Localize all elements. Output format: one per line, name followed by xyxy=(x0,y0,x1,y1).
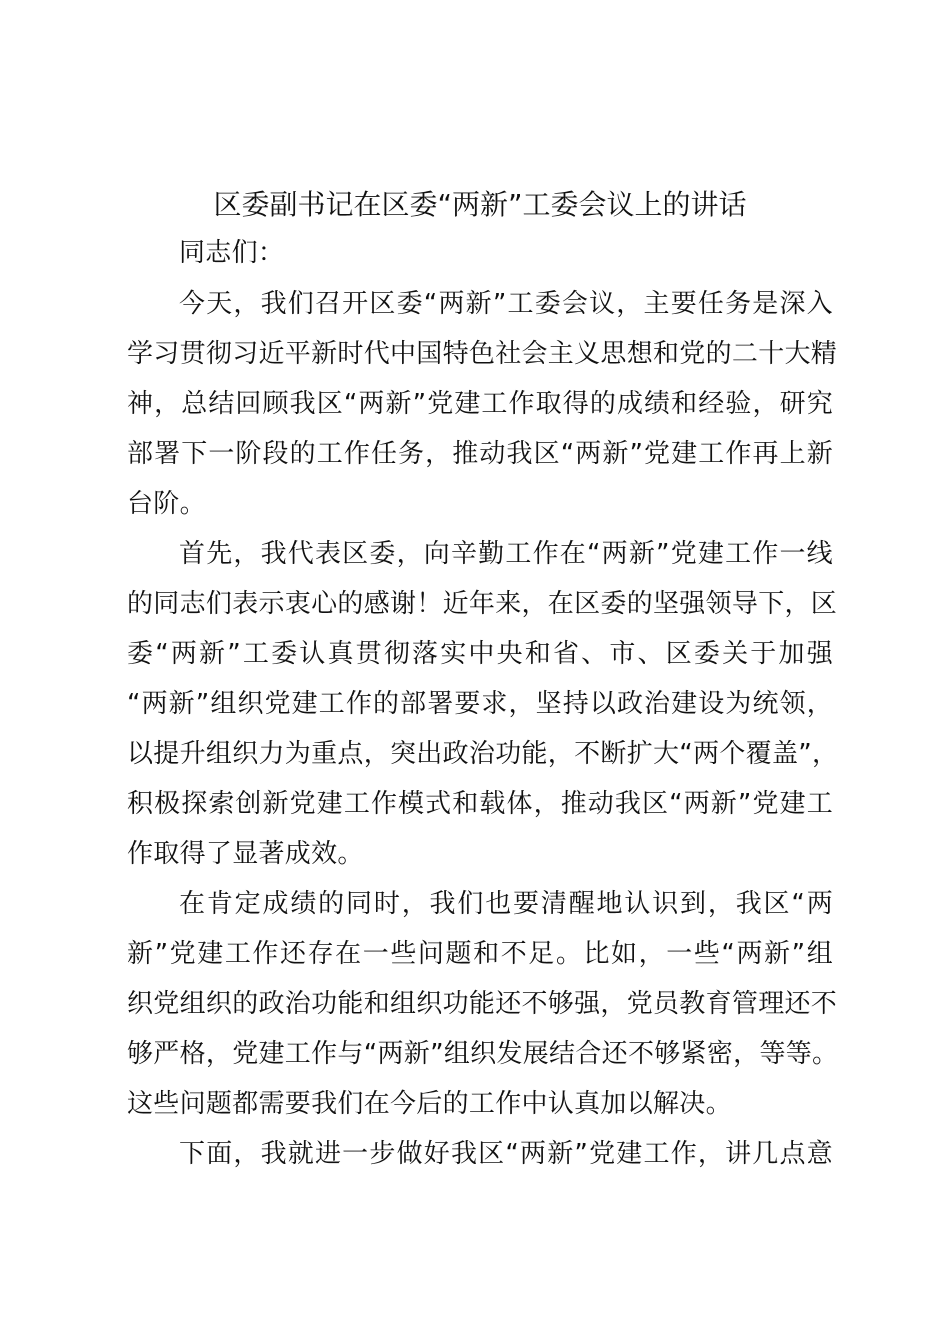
text-line: 在肯定成绩的同时，我们也要清醒地认识到，我区“两 xyxy=(179,889,833,919)
text-line: “两新”组织党建工作的部署要求，坚持以政治建设为统领， xyxy=(127,689,833,719)
text-line: 部署下一阶段的工作任务，推动我区“两新”党建工作再上新 xyxy=(127,439,833,469)
salutation: 同志们： xyxy=(179,238,285,268)
text-line: 新”党建工作还存在一些问题和不足。比如，一些“两新”组 xyxy=(127,939,833,969)
text-line: 够严格，党建工作与“两新”组织发展结合还不够紧密，等等。 xyxy=(127,1039,839,1069)
text-line: 神，总结回顾我区“两新”党建工作取得的成绩和经验，研究 xyxy=(127,389,833,419)
text-line: 台阶。 xyxy=(127,489,206,519)
text-line: 首先，我代表区委，向辛勤工作在“两新”党建工作一线 xyxy=(179,539,833,569)
text-line: 学习贯彻习近平新时代中国特色社会主义思想和党的二十大精 xyxy=(127,339,838,369)
text-line: 这些问题都需要我们在今后的工作中认真加以解决。 xyxy=(127,1089,732,1119)
text-line: 下面，我就进一步做好我区“两新”党建工作，讲几点意 xyxy=(179,1139,833,1169)
text-line: 的同志们表示衷心的感谢！近年来，在区委的坚强领导下，区 xyxy=(127,589,838,619)
text-line: 委“两新”工委认真贯彻落实中央和省、市、区委关于加强 xyxy=(127,639,833,669)
text-line: 作取得了显著成效。 xyxy=(127,839,364,869)
text-line: 织党组织的政治功能和组织功能还不够强，党员教育管理还不 xyxy=(127,989,838,1019)
text-line: 以提升组织力为重点，突出政治功能，不断扩大“两个覆盖”， xyxy=(127,739,839,769)
document-title: 区委副书记在区委“两新”工委会议上的讲话 xyxy=(213,188,747,221)
text-line: 积极探索创新党建工作模式和载体，推动我区“两新”党建工 xyxy=(127,789,833,819)
text-line: 今天，我们召开区委“两新”工委会议，主要任务是深入 xyxy=(179,289,833,319)
